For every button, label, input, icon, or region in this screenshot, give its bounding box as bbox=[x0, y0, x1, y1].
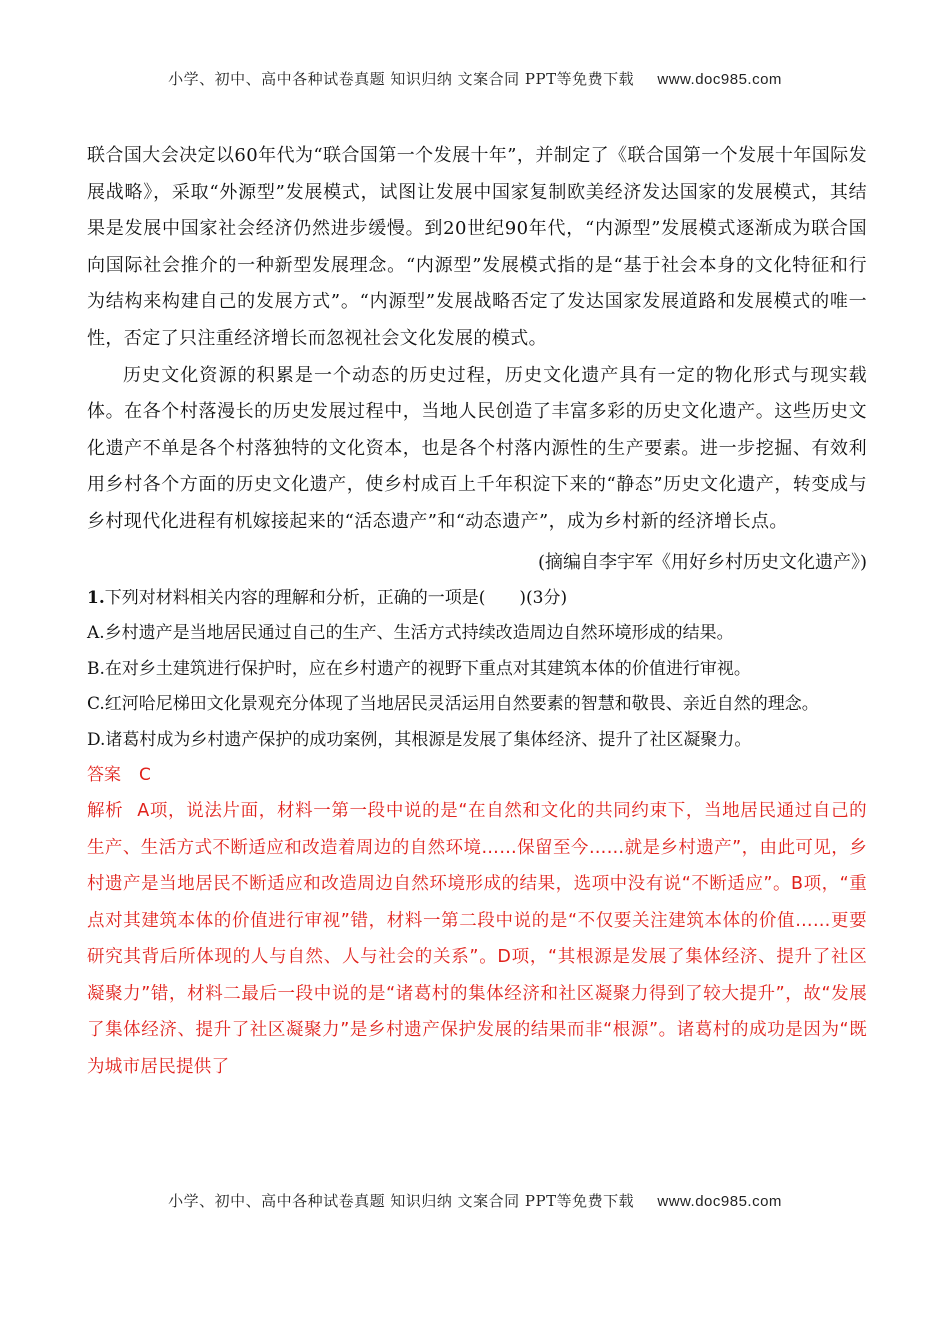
option-b: B.在对乡土建筑进行保护时，应在乡村遗产的视野下重点对其建筑本体的价值进行审视。 bbox=[87, 658, 751, 679]
question-block bbox=[87, 581, 867, 759]
option-c: C.红河哈尼梯田文化景观充分体现了当地居民灵活运用自然要素的智慧和敬畏、亲近自然的理念。 bbox=[87, 694, 819, 715]
page-header bbox=[0, 68, 950, 89]
document-body bbox=[87, 138, 867, 1085]
analysis-text: A项，说法片面，材料一第一段中说的是“在自然和文化的共同约束下，当地居民通过自己的生产、生活方式不断适应和改造着周边的自然环境……保留至今……就是乡村遗产”，由此可见，乡村遗产是当地居民不断适应和改造周边自然环境形成的结果，选项中没有说“不断适应”。B项，“重点对其建筑本体的价值进行审视”错，材料一第二段中说的是“不仅要关注建筑本体的价值……更要研究其背后所体现的人与自然、人与社会的关系”。D项，“其根源是发展了集体经济、提升了社区凝聚力”错，材料二最后一段中说的是“诸葛村的集体经济和社区凝聚力得到了较大提升”，故“发展了集体经济、提升了社区凝聚力”是乡村遗产保护发展的结果而非“根源”。诸葛村的成功是因为“既为城市居民提供了 bbox=[87, 801, 867, 1077]
option-d: D.诸葛村成为乡村遗产保护的成功案例，其根源是发展了集体经济、提升了社区凝聚力。 bbox=[87, 729, 752, 750]
answer-value: C bbox=[139, 765, 151, 786]
analysis-paragraph bbox=[87, 793, 867, 1085]
question-stem-text: 下列对材料相关内容的理解和分析，正确的一项是( )(3分) bbox=[104, 587, 568, 608]
header-site-link[interactable]: www.doc985.com bbox=[657, 71, 782, 88]
header-text: 小学、初中、高中各种试卷真题 知识归纳 文案合同 PPT等免费下载 bbox=[168, 70, 635, 88]
answer-label: 答案 bbox=[87, 765, 121, 786]
option-a: A.乡村遗产是当地居民通过自己的生产、生活方式持续改造周边自然环境形成的结果。 bbox=[87, 623, 734, 644]
page-footer bbox=[0, 1190, 950, 1211]
passage-paragraph-1: 联合国大会决定以60年代为“联合国第一个发展十年”，并制定了《联合国第一个发展十年国际发展战略》，采取“外源型”发展模式，试图让发展中国家复制欧美经济发达国家的发展模式，其结果是发展中国家社会经济仍然进步缓慢。到20世纪90年代，“内源型”发展模式逐渐成为联合国向国际社会推介的一种新型发展理念。“内源型”发展模式指的是“基于社会本身的文化特征和行为结构来构建自己的发展方式”。“内源型”发展战略否定了发达国家发展道路和发展模式的唯一性，否定了只注重经济增长而忽视社会文化发展的模式。 bbox=[87, 145, 867, 349]
analysis-label: 解析 bbox=[87, 801, 124, 822]
passage-source: (摘编自李宇军《用好乡村历史文化遗产》) bbox=[537, 551, 867, 573]
question-number: 1. bbox=[87, 587, 105, 608]
footer-site-link[interactable]: www.doc985.com bbox=[657, 1193, 782, 1210]
question-stem bbox=[87, 581, 867, 617]
passage-paragraph-2: 历史文化资源的积累是一个动态的历史过程，历史文化遗产具有一定的物化形式与现实载体。在各个村落漫长的历史发展过程中，当地人民创造了丰富多彩的历史文化遗产。这些历史文化遗产不单是各个村落独特的文化资本，也是各个村落内源性的生产要素。进一步挖掘、有效利用乡村各个方面的历史文化遗产，使乡村成百上千年积淀下来的“静态”历史文化遗产，转变成与乡村现代化进程有机嫁接起来的“活态遗产”和“动态遗产”，成为乡村新的经济增长点。 bbox=[87, 364, 867, 532]
footer-text: 小学、初中、高中各种试卷真题 知识归纳 文案合同 PPT等免费下载 bbox=[168, 1192, 635, 1210]
answer-line bbox=[87, 758, 867, 793]
